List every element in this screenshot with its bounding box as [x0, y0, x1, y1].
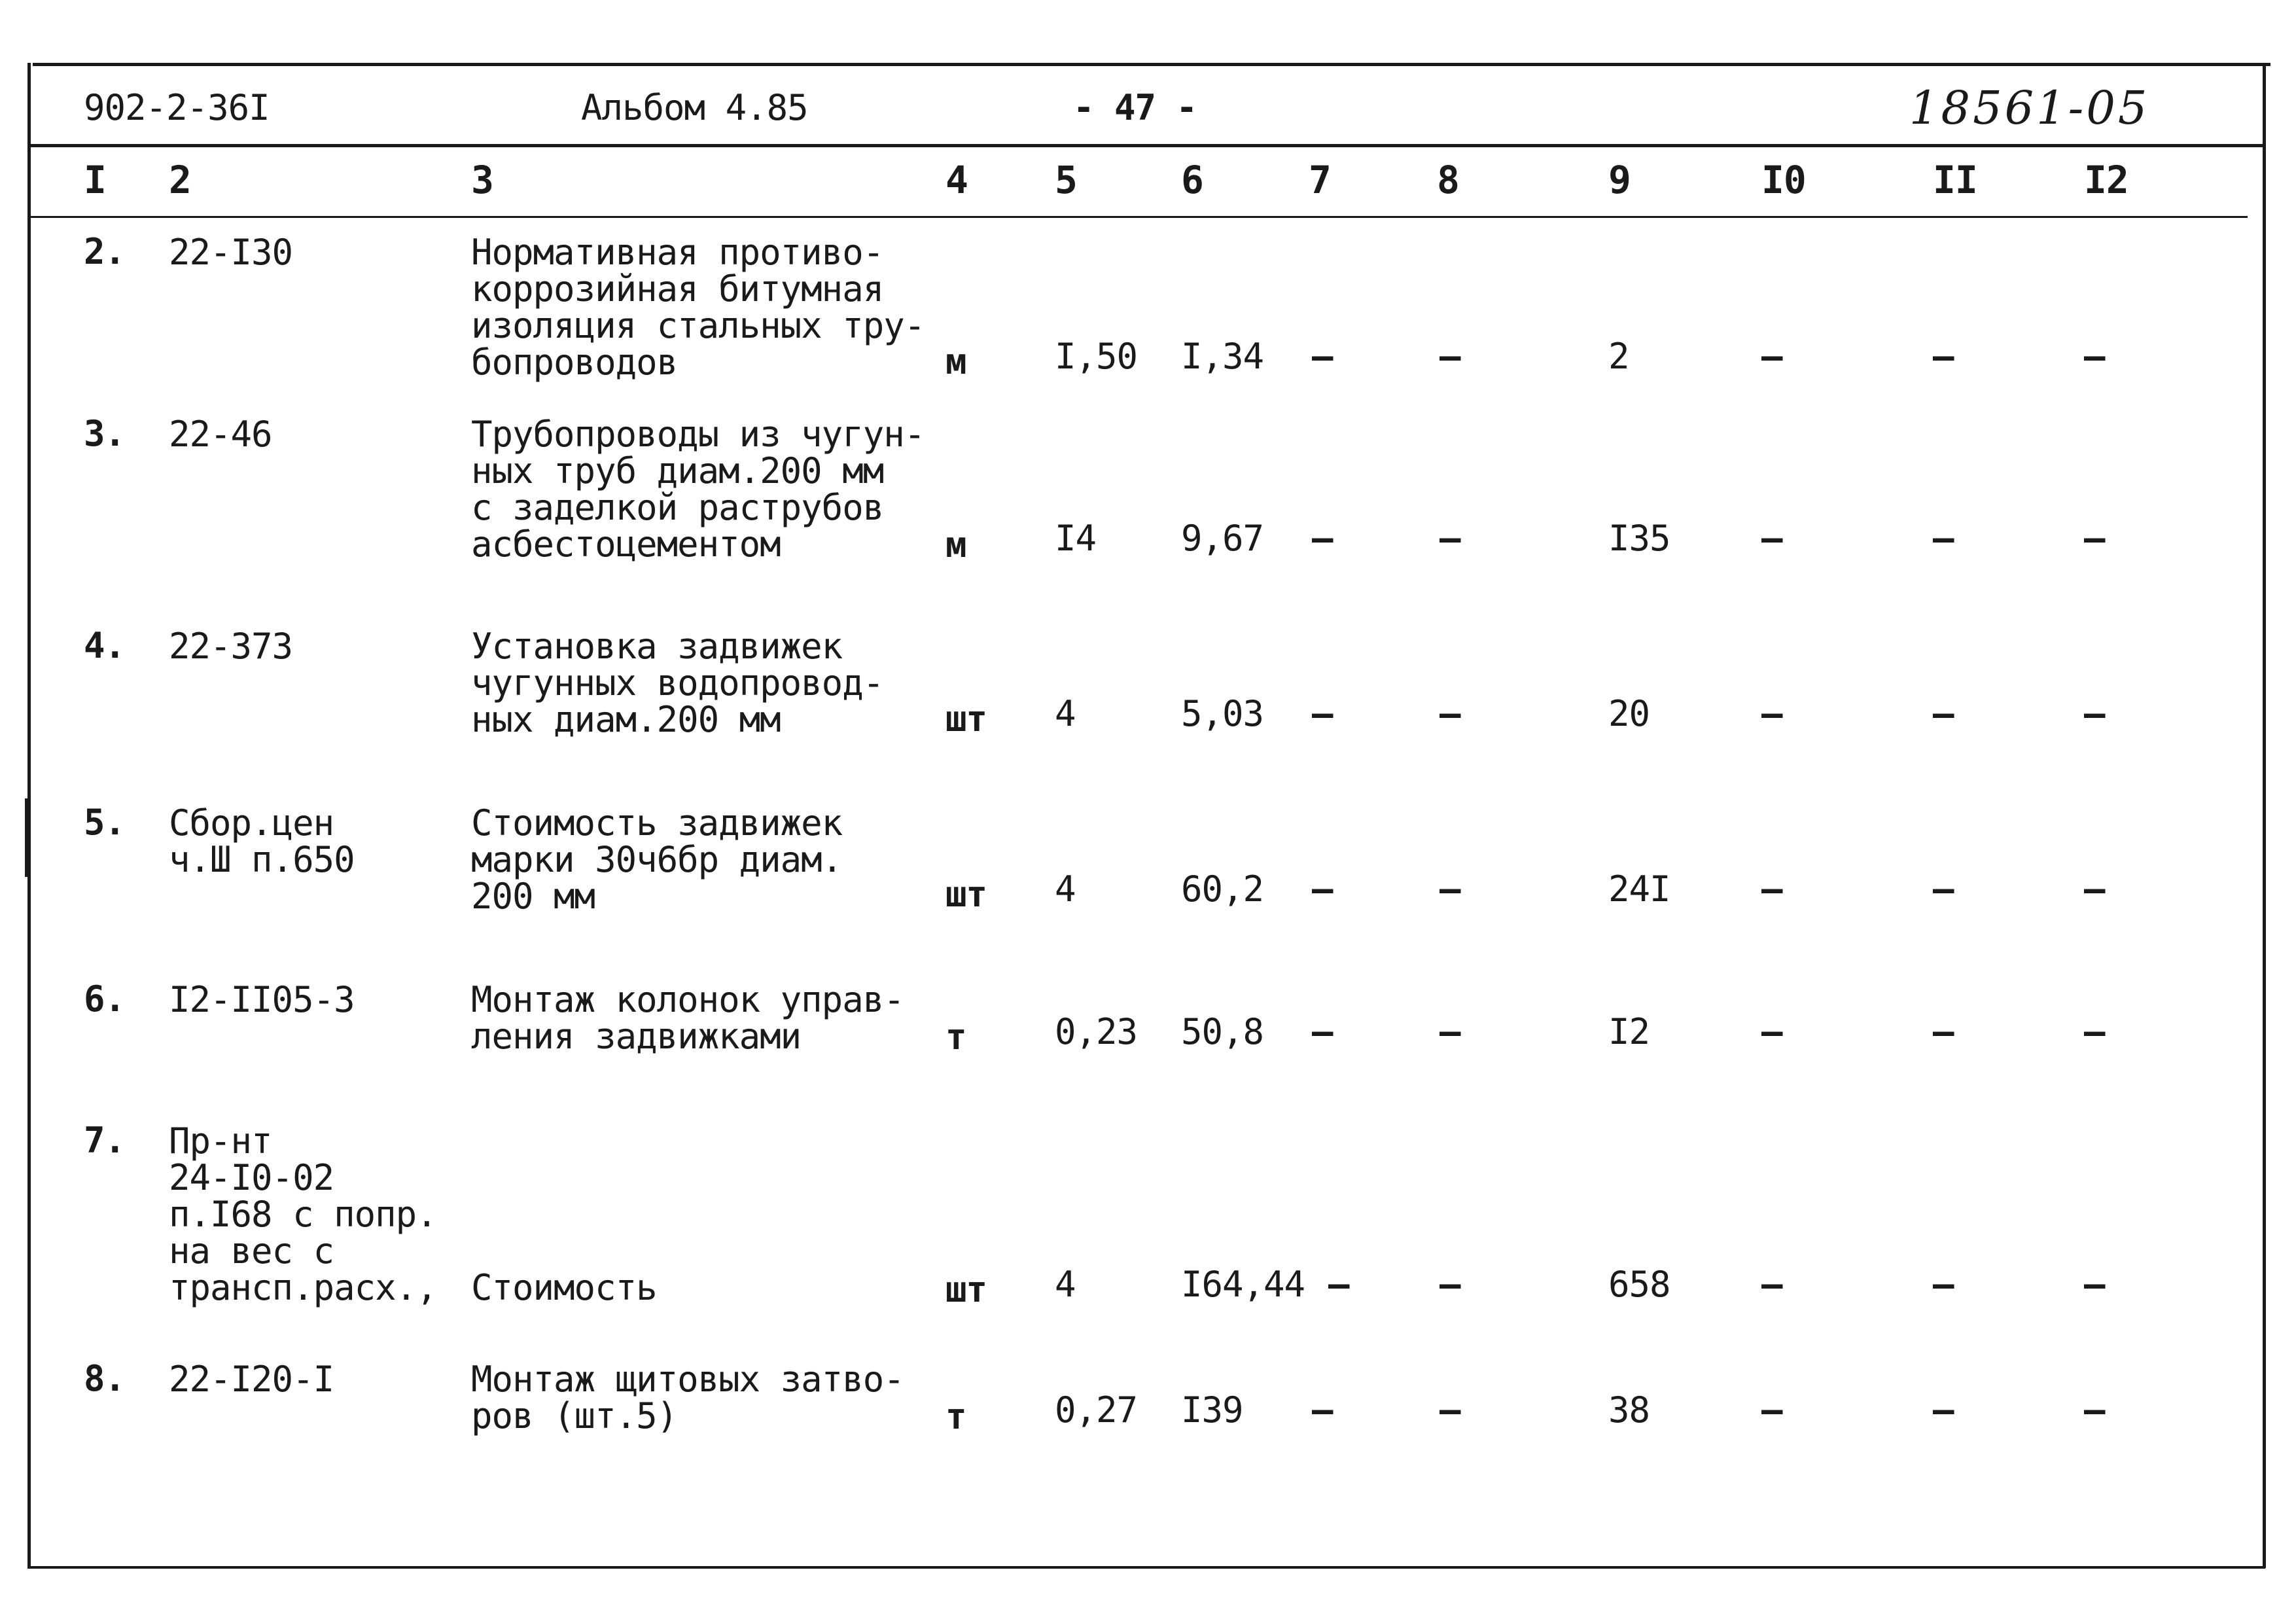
unit: м — [945, 524, 966, 565]
col7-value: – — [1312, 693, 1333, 734]
col11-value: – — [1933, 336, 1954, 377]
unit-price: 9,67 — [1181, 518, 1264, 559]
total-value: I35 — [1608, 518, 1670, 559]
handwritten-number: 18561-05 — [1909, 81, 2150, 135]
quantity: 4 — [1055, 868, 1076, 910]
frame-right-line — [2263, 63, 2266, 1568]
col8-value: – — [1439, 1011, 1460, 1052]
unit: шт — [945, 698, 987, 740]
col10-value: – — [1761, 1264, 1782, 1305]
col11-value: – — [1933, 1011, 1954, 1052]
unit: шт — [945, 1269, 987, 1310]
col12-value: – — [2084, 1264, 2105, 1305]
unit-price: 5,03 — [1181, 693, 1264, 734]
col8-value: – — [1439, 693, 1460, 734]
album-label: Альбом 4.85 — [581, 87, 808, 128]
column-number: 5 — [1055, 158, 1077, 202]
col7-value: – — [1312, 868, 1333, 910]
unit-price: 50,8 — [1181, 1011, 1264, 1052]
unit: шт — [945, 874, 987, 915]
quantity: I,50 — [1055, 336, 1138, 377]
total-value: 20 — [1608, 693, 1650, 734]
col11-value: – — [1933, 1264, 1954, 1305]
col12-value: – — [2084, 336, 2105, 377]
col12-value: – — [2084, 1389, 2105, 1431]
col11-value: – — [1933, 518, 1954, 559]
total-value: 658 — [1608, 1264, 1670, 1305]
col11-value: – — [1933, 1389, 1954, 1431]
col8-value: – — [1439, 1264, 1460, 1305]
total-value: 38 — [1608, 1389, 1650, 1431]
col11-value: – — [1933, 693, 1954, 734]
quantity: I4 — [1055, 518, 1097, 559]
work-description: Стоимость задвижек марки 30ч6бр диам. 200 мм — [471, 802, 843, 917]
norm-code: I2-II05-3 — [169, 979, 355, 1020]
unit: м — [945, 341, 966, 382]
page-number: - 47 - — [1073, 87, 1197, 128]
frame-top-line — [33, 63, 2270, 66]
col7-value: – — [1312, 1389, 1333, 1431]
col8-value: – — [1439, 518, 1460, 559]
work-description: Монтаж колонок управ- ления задвижками — [471, 979, 904, 1057]
col8-value: – — [1439, 336, 1460, 377]
unit-price: I64,44 — [1181, 1264, 1305, 1305]
column-number: 7 — [1309, 158, 1331, 202]
column-number: II — [1933, 158, 1977, 202]
quantity: 0,27 — [1055, 1389, 1138, 1431]
col12-value: – — [2084, 1011, 2105, 1052]
unit-price: I39 — [1181, 1389, 1243, 1431]
col10-value: – — [1761, 518, 1782, 559]
column-number: 6 — [1181, 158, 1203, 202]
row-number: 8. — [84, 1358, 126, 1399]
col7-value: – — [1312, 518, 1333, 559]
column-number: I — [84, 158, 106, 202]
work-description: Монтаж щитовых затво- ров (шт.5) — [471, 1359, 904, 1436]
row-number: 5. — [84, 802, 126, 843]
work-description: Стоимость — [471, 1267, 657, 1308]
quantity: 4 — [1055, 1264, 1076, 1305]
col11-value: – — [1933, 868, 1954, 910]
col10-value: – — [1761, 693, 1782, 734]
total-value: I2 — [1608, 1011, 1650, 1052]
col7-value: – — [1312, 1011, 1333, 1052]
norm-code: 22-46 — [169, 414, 272, 455]
column-number: 8 — [1437, 158, 1459, 202]
col12-value: – — [2084, 868, 2105, 910]
row-number: 6. — [84, 978, 126, 1020]
column-header-rule — [29, 216, 2248, 218]
quantity: 4 — [1055, 693, 1076, 734]
column-number: 2 — [169, 158, 191, 202]
frame-bottom-line — [27, 1566, 2265, 1569]
column-number: I0 — [1761, 158, 1806, 202]
col7-value: – — [1312, 336, 1333, 377]
norm-code: Сбор.цен ч.Ш п.650 — [169, 802, 355, 880]
col12-value: – — [2084, 518, 2105, 559]
column-number: 3 — [471, 158, 493, 202]
binder-mark — [25, 798, 29, 877]
col10-value: – — [1761, 1389, 1782, 1431]
work-description: Установка задвижек чугунных водопровод- ных диам.200 мм — [471, 626, 884, 740]
quantity: 0,23 — [1055, 1011, 1138, 1052]
column-number: 9 — [1608, 158, 1631, 202]
work-description: Нормативная противо- коррозийная битумная изоляция стальных тру- бопроводов — [471, 232, 925, 383]
col12-value: – — [2084, 693, 2105, 734]
column-number: 4 — [945, 158, 968, 202]
work-description: Трубопроводы из чугун- ных труб диам.200 мм с заделкой раструбов асбестоцементом — [471, 414, 925, 565]
col8-value: – — [1439, 868, 1460, 910]
total-value: 24I — [1608, 868, 1670, 910]
norm-code: 22-I30 — [169, 232, 293, 273]
unit-price: 60,2 — [1181, 868, 1264, 910]
unit: т — [945, 1396, 966, 1437]
col7-value: – — [1328, 1264, 1349, 1305]
row-number: 2. — [84, 231, 126, 272]
unit: т — [945, 1016, 966, 1058]
col10-value: – — [1761, 868, 1782, 910]
project-code: 902-2-36I — [84, 87, 270, 128]
norm-code: 22-373 — [169, 626, 293, 667]
col10-value: – — [1761, 336, 1782, 377]
row-number: 7. — [84, 1120, 126, 1161]
col10-value: – — [1761, 1011, 1782, 1052]
norm-code: Пр-нт 24-I0-02 п.I68 с попр. на вес с трансп.расх., — [169, 1120, 437, 1308]
row-number: 4. — [84, 625, 126, 666]
column-number: I2 — [2084, 158, 2128, 202]
col8-value: – — [1439, 1389, 1460, 1431]
row-number: 3. — [84, 413, 126, 454]
unit-price: I,34 — [1181, 336, 1264, 377]
header-rule — [29, 144, 2266, 147]
norm-code: 22-I20-I — [169, 1359, 334, 1400]
total-value: 2 — [1608, 336, 1629, 377]
